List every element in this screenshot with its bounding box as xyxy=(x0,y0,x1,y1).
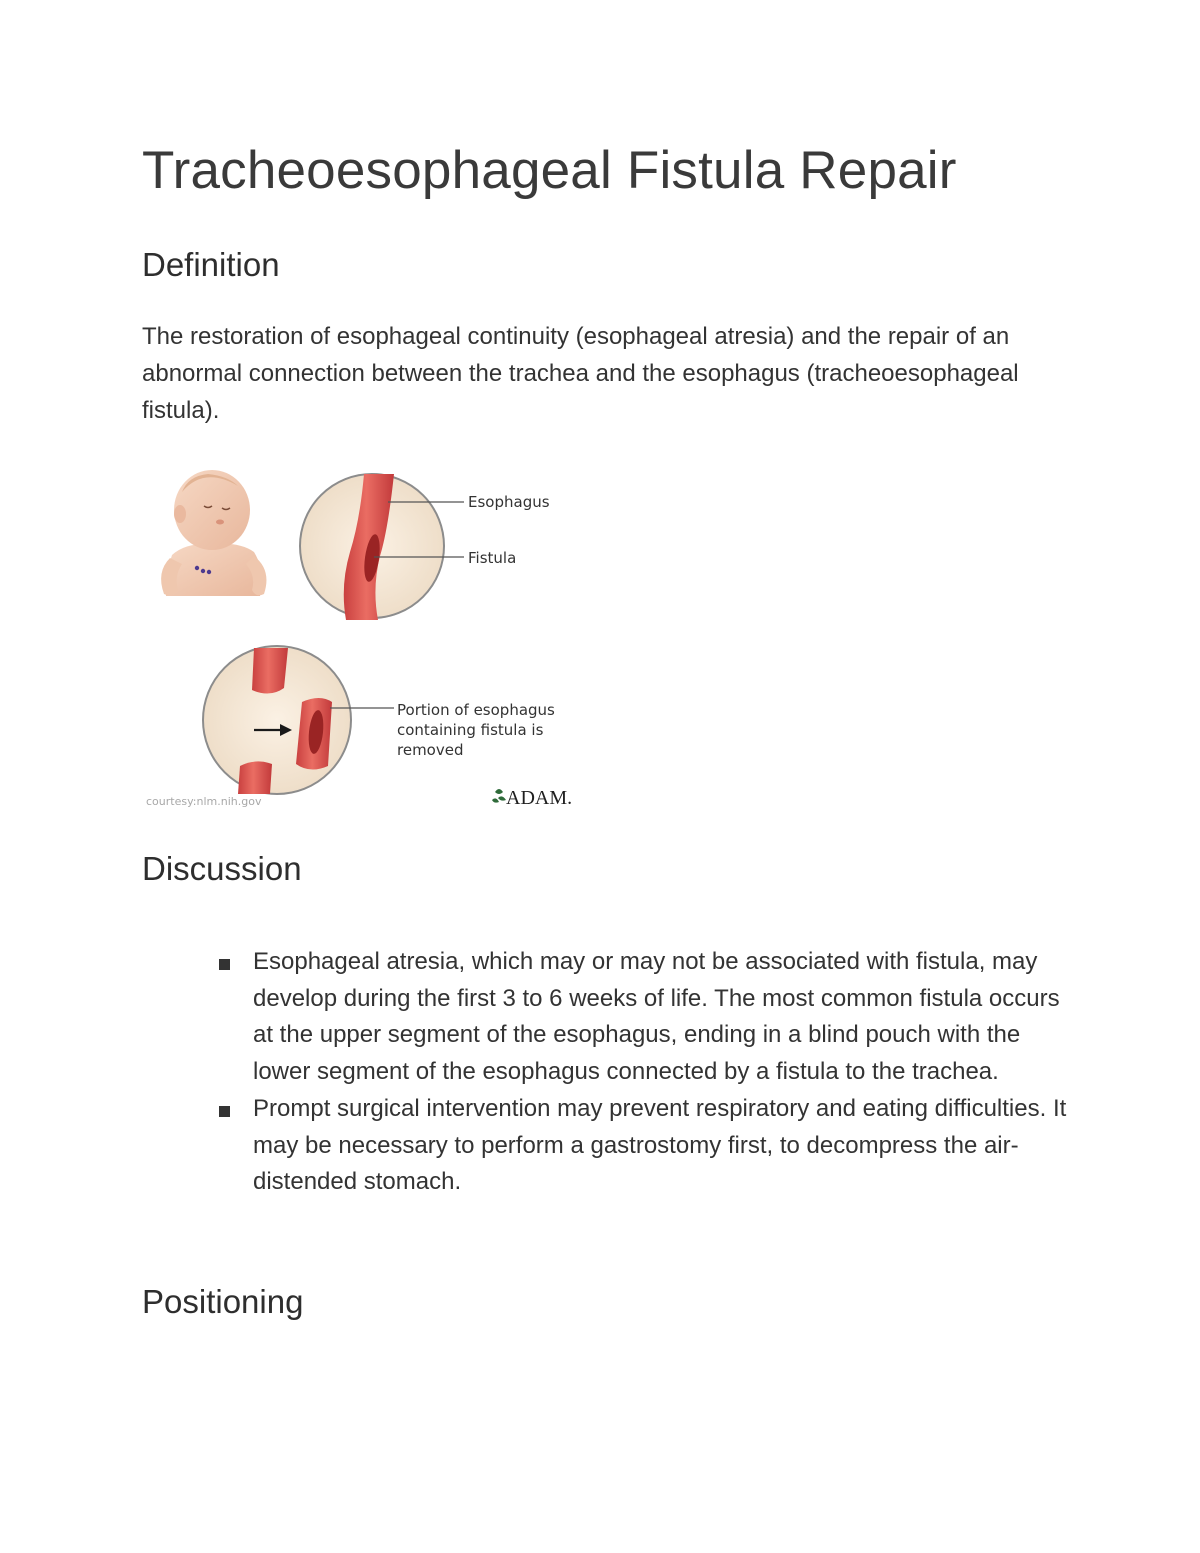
fistula-detail-circle xyxy=(300,474,550,620)
procedure-illustration xyxy=(142,460,592,820)
list-item-text: Esophageal atresia, which may or may not be associated with fistula, may develop during the first 3 to 6 weeks of life. The most common fistula occurs at the upper segment of the esophagus, ending in a blind pouch with the lower segment of the esophagus connected by a fistula to the trachea. xyxy=(253,948,1060,1086)
heading-definition: Definition xyxy=(142,246,280,283)
heading-discussion: Discussion xyxy=(142,850,302,887)
label-removed-line3: removed xyxy=(397,741,464,759)
list-item xyxy=(210,944,1070,1091)
label-esophagus: Esophagus xyxy=(468,493,550,511)
label-removed-line1: Portion of esophagus xyxy=(397,701,555,719)
bullet-square-icon xyxy=(219,959,230,970)
list-item-text: Prompt surgical intervention may prevent respiratory and eating difficulties. It may be necessary to perform a gastrostomy first, to decompress the air-distended stomach. xyxy=(253,1094,1067,1196)
heading-positioning: Positioning xyxy=(142,1283,304,1320)
definition-paragraph: The restoration of esophageal continuity (esophageal atresia) and the repair of an abnormal connection between the trachea and the esophagus (tracheoesophageal fistula). xyxy=(142,323,1019,424)
label-removed-line2: containing fistula is xyxy=(397,721,544,739)
infant-illustration xyxy=(161,470,266,596)
list-item xyxy=(210,1091,1070,1201)
adam-logo xyxy=(492,787,572,809)
bullet-square-icon xyxy=(219,1106,230,1117)
removal-detail-circle xyxy=(203,646,555,794)
label-fistula: Fistula xyxy=(468,549,517,567)
page-title: Tracheoesophageal Fistula Repair xyxy=(142,141,957,200)
discussion-list xyxy=(210,944,1070,1201)
image-credit: courtesy:nlm.nih.gov xyxy=(146,795,262,808)
adam-logo-text: ADAM. xyxy=(506,787,573,809)
